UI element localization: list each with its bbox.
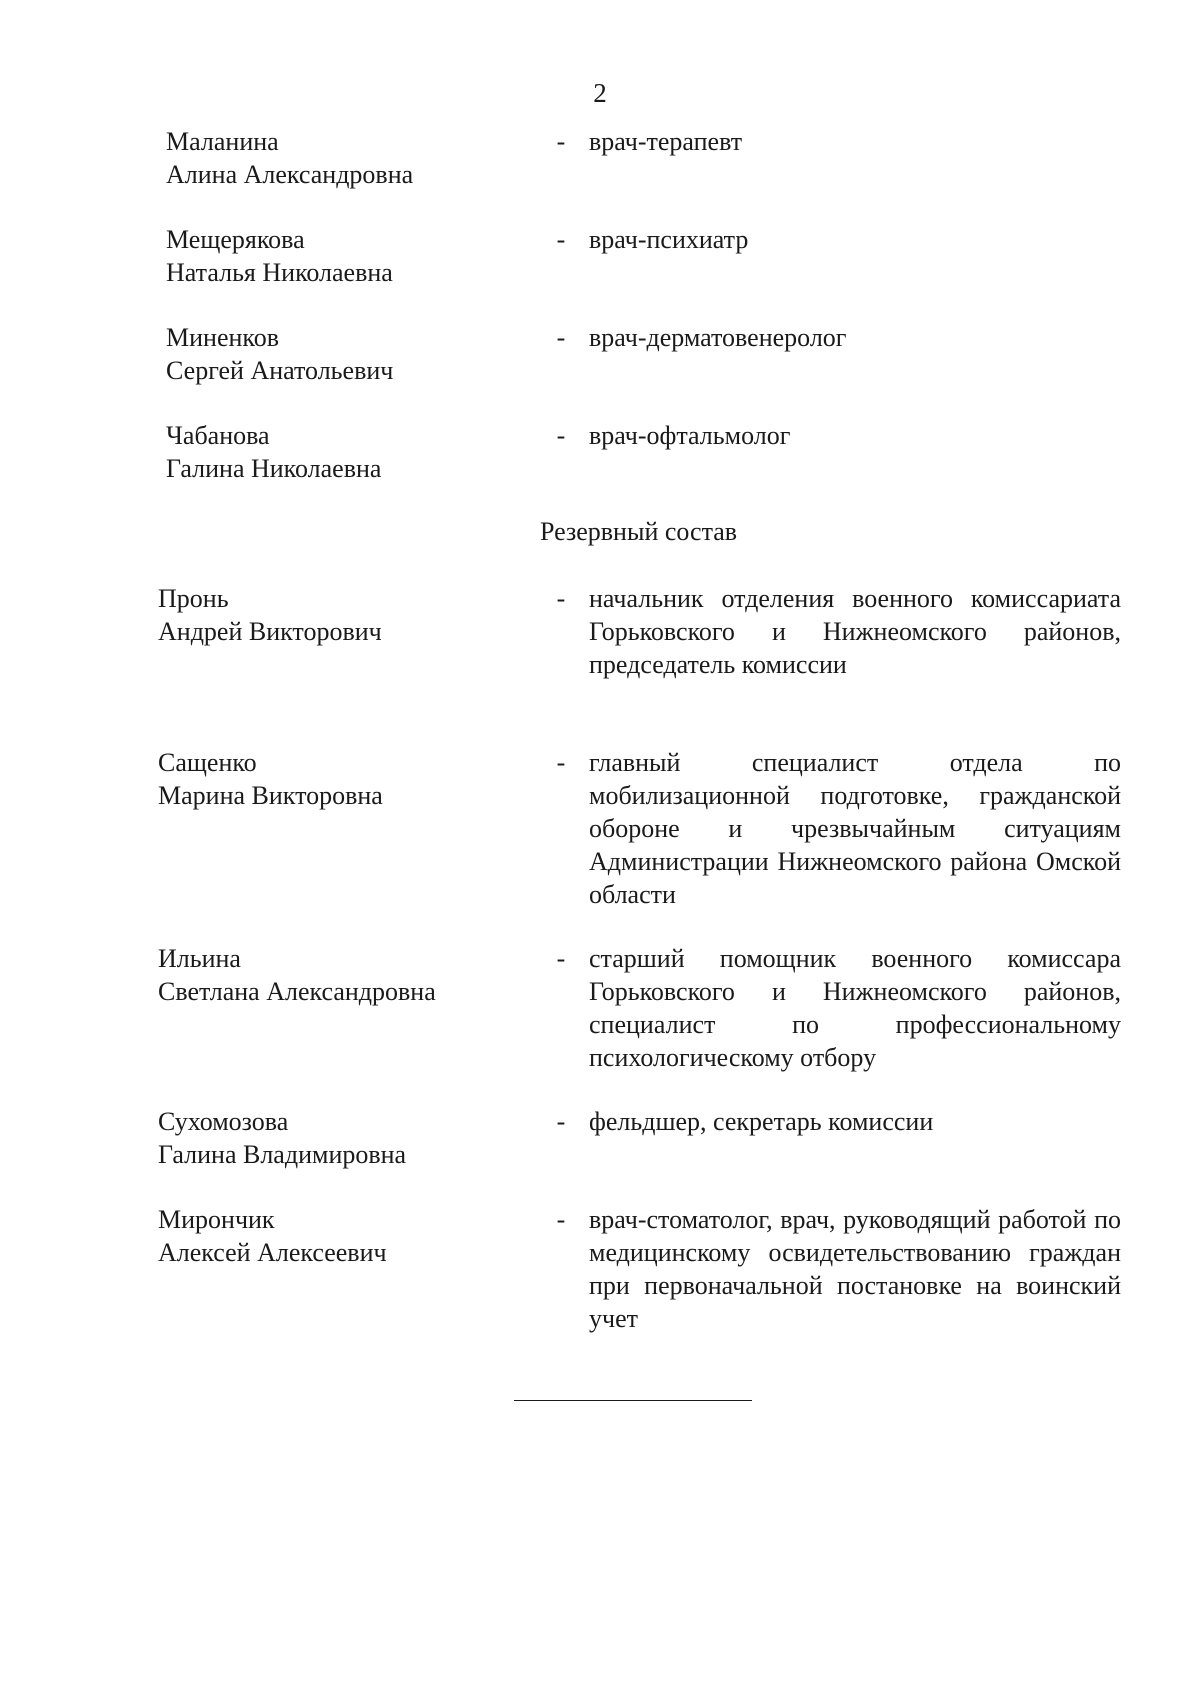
member-given-names: Галина Николаевна <box>166 454 382 483</box>
member-role: начальник отделения военного комиссариата Горьковского и Нижнеомского районов, председатель комиссии <box>589 584 1121 679</box>
member-surname: Мирончик <box>158 1205 275 1234</box>
member-surname: Маланина <box>166 127 279 156</box>
member-surname: Пронь <box>158 584 229 613</box>
member-given-names: Галина Владимировна <box>158 1140 407 1169</box>
member-surname: Сащенко <box>158 748 257 777</box>
page-number: 2 <box>593 78 607 108</box>
member-given-names: Андрей Викторович <box>158 617 382 646</box>
dash-separator: - <box>556 225 566 254</box>
dash-separator: - <box>556 421 566 450</box>
dash-separator: - <box>556 1107 566 1136</box>
member-surname: Миненков <box>166 323 279 352</box>
member-name <box>166 223 556 289</box>
member-role: фельдшер, секретарь комиссии <box>589 1107 934 1136</box>
member-surname: Чабанова <box>166 421 270 450</box>
member-name <box>166 321 556 387</box>
member-given-names: Марина Викторовна <box>158 781 383 810</box>
member-role: врач-психиатр <box>589 225 749 254</box>
reserve-section-title: Резервный состав <box>540 517 738 546</box>
member-name <box>158 582 548 648</box>
member-role: врач-терапевт <box>589 127 743 156</box>
member-name <box>158 942 548 1008</box>
member-given-names: Светлана Александровна <box>158 977 436 1006</box>
member-name <box>158 746 548 812</box>
member-surname: Сухомозова <box>158 1107 289 1136</box>
member-role: старший помощник военного комиссара Горьковского и Нижнеомского районов, специалист по профессиональному психологическому отбору <box>589 944 1121 1072</box>
member-role: врач-офтальмолог <box>589 421 791 450</box>
member-given-names: Алексей Алексеевич <box>158 1238 387 1267</box>
member-role: врач-дерматовенеролог <box>589 323 847 352</box>
dash-separator: - <box>556 748 566 777</box>
member-role: врач-стоматолог, врач, руководящий работой по медицинскому освидетельствованию граждан при первоначальной постановке на воинский учет <box>589 1205 1121 1333</box>
dash-separator: - <box>556 944 566 973</box>
member-given-names: Сергей Анатольевич <box>166 356 394 385</box>
member-role: главный специалист отдела по мобилизационной подготовке, гражданской обороне и чрезвычайным ситуациям Администрации Нижнеомского района Омской области <box>589 748 1121 909</box>
dash-separator: - <box>556 584 566 613</box>
member-name <box>166 125 556 191</box>
member-surname: Ильина <box>158 944 241 973</box>
dash-separator: - <box>556 127 566 156</box>
member-given-names: Наталья Николаевна <box>166 258 393 287</box>
member-surname: Мещерякова <box>166 225 305 254</box>
end-divider <box>514 1400 752 1401</box>
dash-separator: - <box>556 323 566 352</box>
member-given-names: Алина Александровна <box>166 160 414 189</box>
member-name <box>158 1105 548 1171</box>
member-name <box>166 419 556 485</box>
member-name <box>158 1203 548 1269</box>
dash-separator: - <box>556 1205 566 1234</box>
